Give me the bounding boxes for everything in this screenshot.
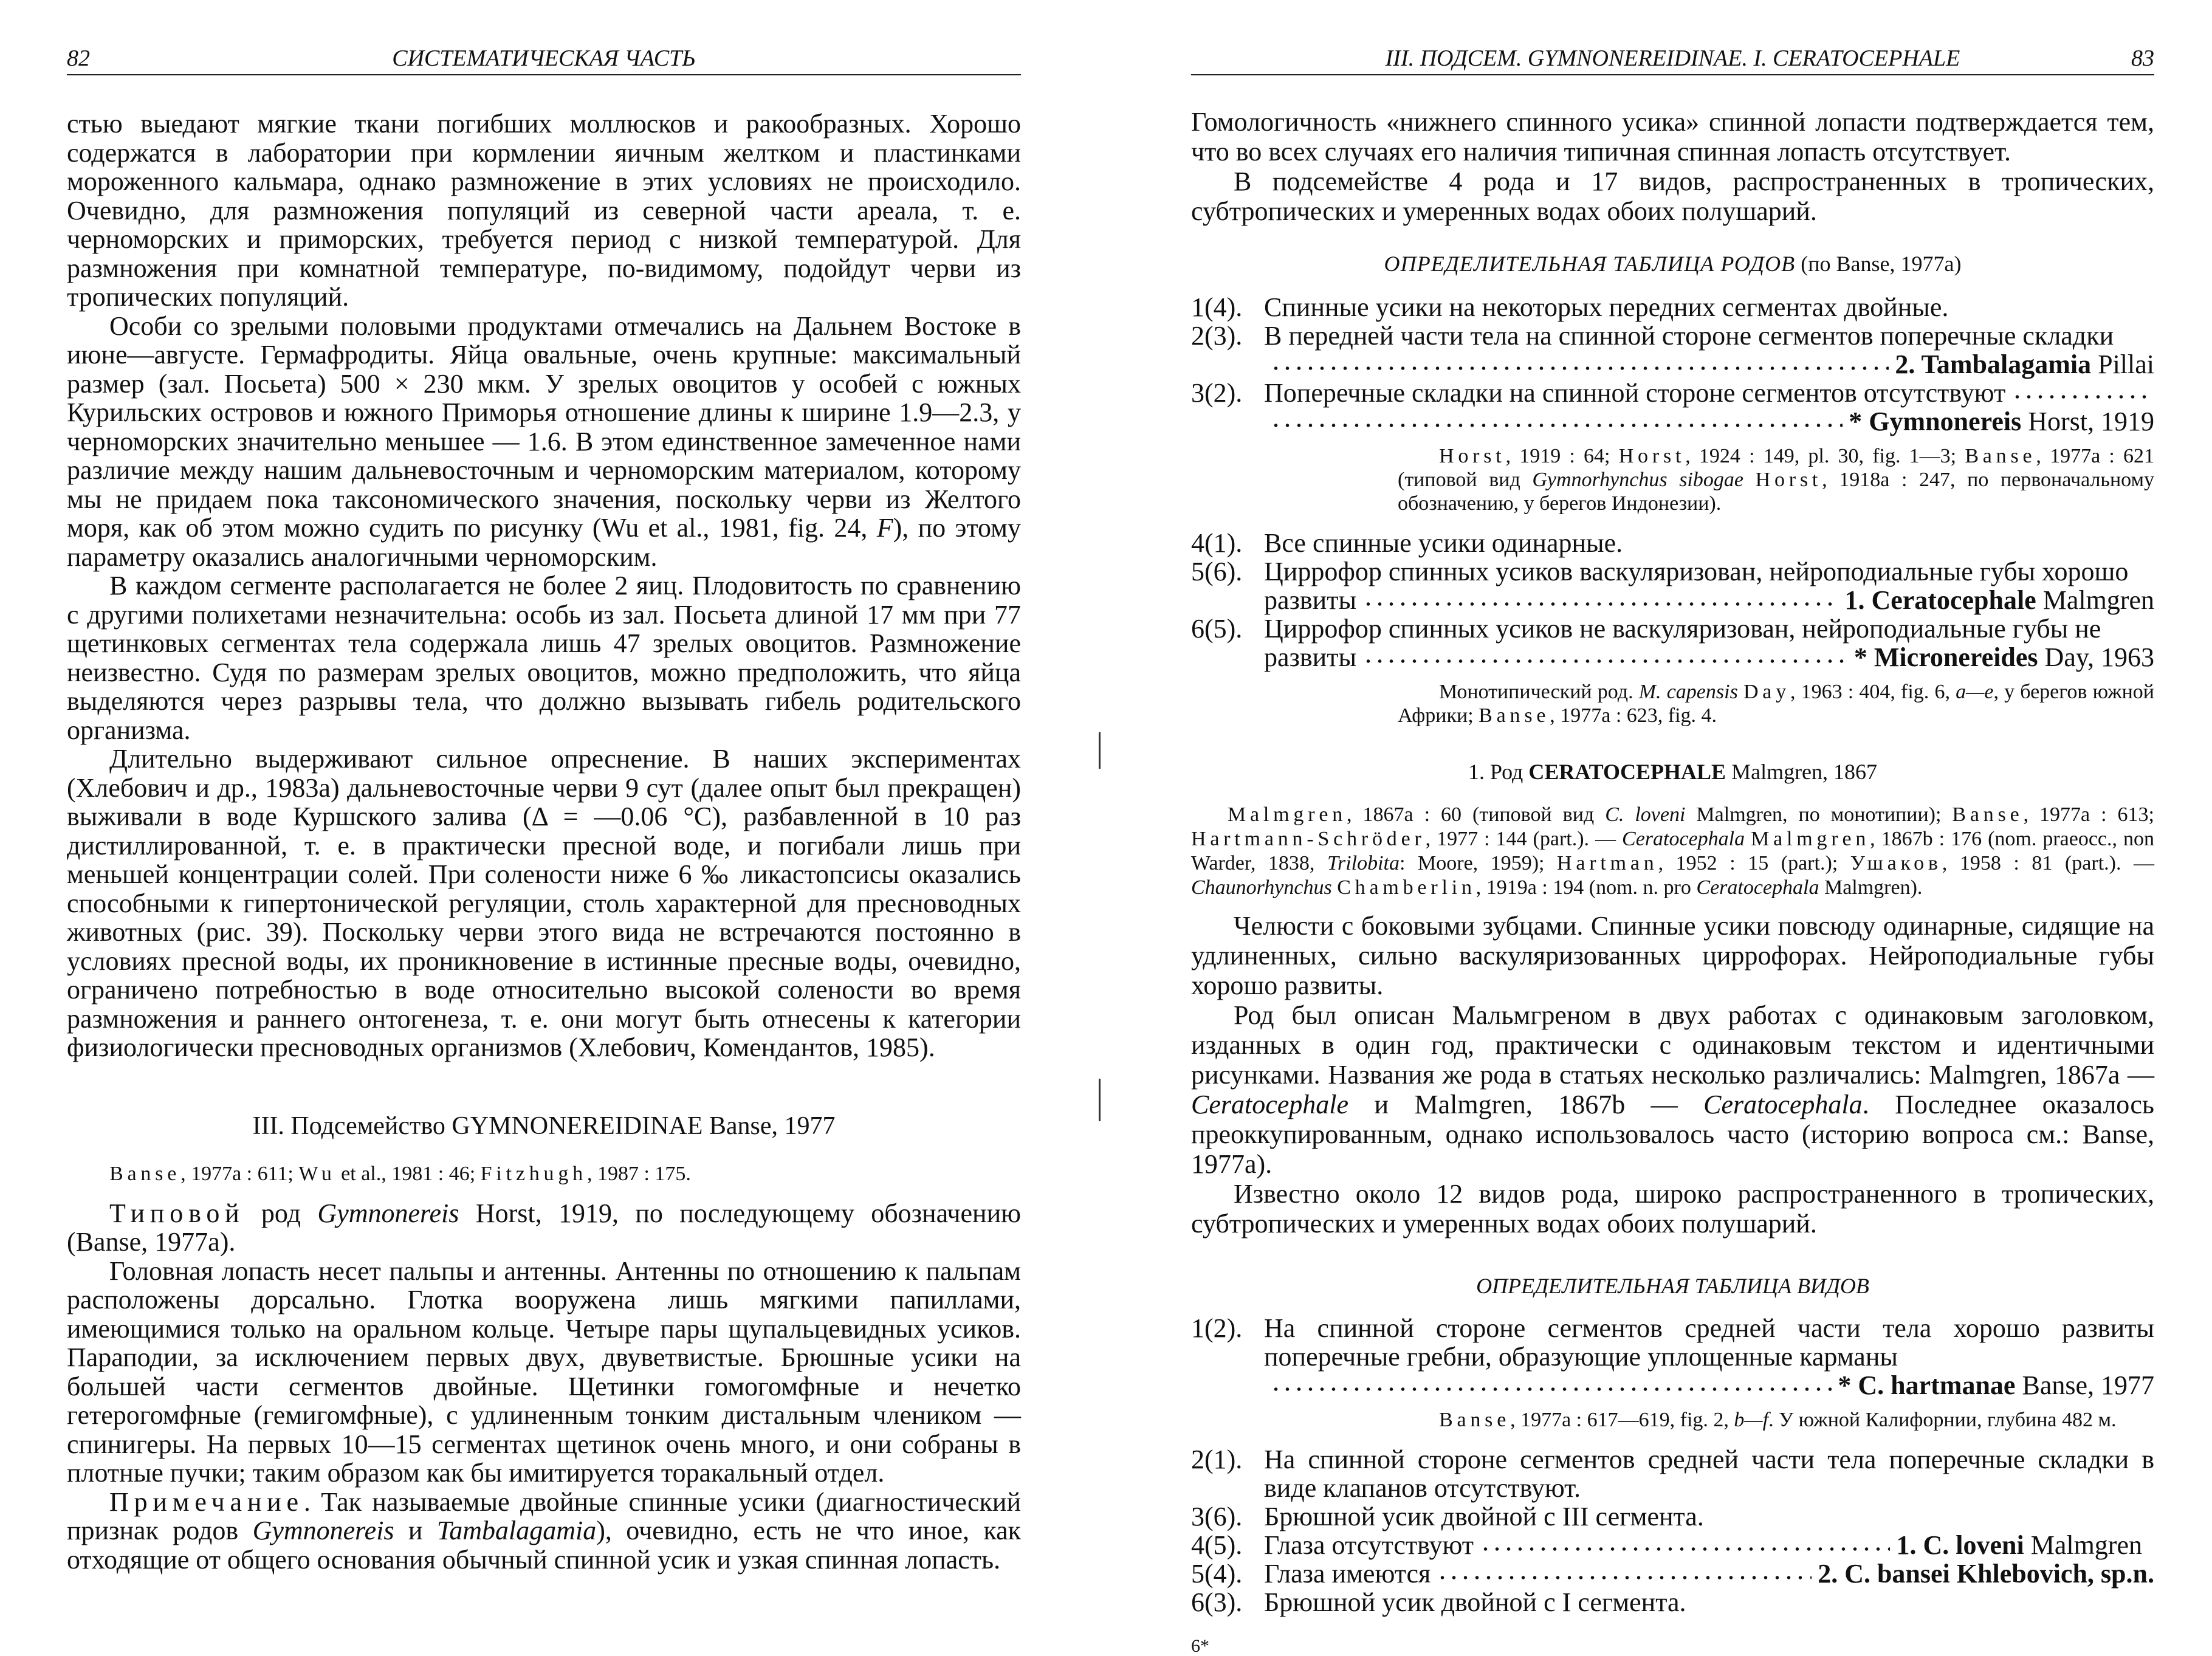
text-segment: , 1977 : 144 (part.). — (1425, 828, 1623, 850)
right-running-header (1191, 43, 2154, 75)
spaced-author-name: Chamberlin (1337, 876, 1476, 899)
key-item (1191, 1502, 2154, 1531)
text-segment: ), очевидно, есть не что иное, как отходящие от общего основания обычный спинной усик и узкая спинная лопасть. (67, 1516, 1022, 1575)
spaced-author-name: Horst (1439, 445, 1506, 467)
spaced-author-name: Ушаков (1850, 852, 1942, 874)
key-number: 6(5). (1191, 614, 1243, 644)
spaced-author-name: Banse (1479, 704, 1550, 727)
key-number: 5(6). (1191, 557, 1243, 586)
key-item (1191, 557, 2154, 586)
text-segment: ), по этому параметру оказались аналогичными черноморским. (67, 513, 1022, 572)
text-segment: Malmgren, 1867 (1726, 760, 1878, 784)
spaced-author-name: Horst (1618, 445, 1686, 467)
paragraph (67, 571, 1021, 744)
text-segment: Длительно выдерживают сильное опреснение. В наших экспериментах (Хлебович и др., 1983a) дальневосточные черви 9 сут (далее опыт был прекращен) выживали в воде Куршского залива (Δ = —0.06 °C), разбавленной в 10 раз дистиллированной, т. е. в практически пресной воде, и погибали лишь при меньшей концентрации солей. При солености ниже 6 ‰ ликастопсисы оказались способными к гипертонической регуляции, столь характерной для пресноводных животных (рис. 39). Поскольку черви этого вида не встречаются постоянно в условиях пресной воды, их проникновение в истинные пресные воды, очевидно, ограничено потребностью в воде относительно высокой солености во время размножения и раннего онтогенеза, т. е. они могут быть отнесены к категории физиологически пресноводных организмов (Хлебович, Комендантов, 1985). (67, 744, 1021, 1062)
key-text: В передней части тела на спинной стороне сегментов поперечные складки (1264, 321, 2114, 351)
key-text: Поперечные складки на спинной стороне сегментов отсутствуют (1264, 378, 2006, 408)
dot-leader (1480, 1545, 1890, 1553)
gutter-mark (1099, 732, 1101, 769)
page-number: 83 (2131, 46, 2154, 71)
running-head-title: III. ПОДСЕМ. GYMNONEREIDINAE. I. CERATOCEPHALE (1385, 46, 1960, 71)
text-segment: Известно около 12 видов рода, широко распространенного в тропических, субтропических и умеренных водах обоих полушарий. (1191, 1179, 2154, 1239)
key-text: Глаза имеются (1264, 1559, 1431, 1589)
key-result: * Gymnonereis (1849, 407, 2022, 436)
italic-text: C. loveni (1605, 803, 1686, 826)
key-leader-row (1264, 643, 2154, 672)
key-text: Циррофор спинных усиков не васкуляризован, нейроподиальные губы не (1264, 614, 2101, 644)
key-number: 3(2). (1191, 378, 1243, 408)
key-item (1191, 293, 2154, 321)
italic-text: b—f (1734, 1409, 1769, 1431)
key-text: На спинной стороне сегментов средней части тела хорошо развиты поперечные гребни, образующие уплощенные карманы (1264, 1313, 2154, 1372)
gutter-mark (1099, 1079, 1101, 1121)
paragraph (67, 1257, 1021, 1488)
italic-text: Trilobita (1327, 852, 1400, 874)
spaced-author-name: Banse (1439, 1409, 1511, 1431)
key-text: Все спинные усики одинарные. (1264, 528, 1623, 558)
key-author: Malmgren (2030, 1530, 2142, 1560)
left-running-header (67, 43, 1021, 75)
paragraph (67, 109, 1021, 312)
text-segment: Гомологичность «нижнего спинного усика» спинной лопасти подтверждается тем, что во всех случаях его наличия типичная спинная лопасть отсутствует. (1191, 107, 2154, 167)
spaced-author-name: Banse (1965, 445, 2036, 467)
text-segment (1743, 469, 1756, 491)
genus-key-source: (по Banse, 1977a) (1801, 252, 1962, 276)
key-leader-row (1264, 586, 2154, 614)
italic-text: F (876, 513, 893, 543)
key-number: 6(3). (1191, 1587, 1243, 1617)
left-column (67, 109, 1021, 1574)
key-note (1398, 680, 2154, 727)
spaced-author-name: Fitzhugh (480, 1162, 587, 1185)
spaced-author-name: Malmgren (1751, 828, 1870, 850)
dot-leader (1362, 600, 1838, 608)
key-item (1191, 1588, 2154, 1616)
key-leader-row (1264, 407, 2154, 436)
key-note (1398, 444, 2154, 515)
paragraph (67, 1488, 1021, 1575)
text-segment: , 1918a : 247, по первоначальному обозначению, у берегов Индонезии). (1398, 469, 2155, 515)
italic-text: M. capensis (1638, 681, 1738, 703)
dot-leader (1270, 1385, 1832, 1393)
key-item (1191, 1531, 2142, 1559)
text-segment: стью выедают мягкие ткани погибших моллюсков и ракообразных. Хорошо содержатся в лаборатории при кормлении яичным желтком и пластинками мороженного кальмара, однако размножение в этих условиях не происходило. Очевидно, для размножения популяций из северной части ареала, т. е. черноморских и приморских, требуется период с низкой температурой. Для размножения при комнатной температуре, по-видимому, подойдут черви из тропических популяций. (67, 109, 1021, 312)
italic-text: Ceratocephala (1622, 828, 1745, 850)
key-result: * C. hartmanae (1838, 1370, 2016, 1400)
text-segment: 1. Род (1468, 760, 1529, 784)
key-leader-row (1264, 350, 2154, 379)
key-result: * Micronereides (1853, 642, 2038, 672)
spaced-author-name: Horst (1755, 469, 1822, 491)
key-item (1191, 379, 2154, 407)
text-segment: , у берегов южной Африки; (1398, 681, 2155, 727)
key-number: 4(1). (1191, 528, 1243, 558)
key-number: 2(1). (1191, 1445, 1243, 1474)
spaced-author-name: Malmgren (1228, 803, 1347, 826)
paragraph (67, 1199, 1021, 1257)
text-segment: . Так называемые двойные спинные усики (диагностический признак родов (67, 1486, 1021, 1545)
text-segment: , 1987 : 175. (586, 1162, 691, 1185)
text-segment: , 1867b : 176 (nom. praeocc., non Warder, 1838, (1191, 828, 2155, 874)
key-result: 1. C. loveni (1896, 1530, 2024, 1560)
left-body-text-2 (67, 1199, 1021, 1575)
text-segment: Челюсти с боковыми зубцами. Спинные усики повсюду одинарные, сидящие на удлиненных, сильно васкуляризованных циррофорах. Нейроподиальные губы хорошо развиты. (1191, 911, 2154, 1000)
key-author: Pillai (2098, 349, 2154, 379)
text-segment (1332, 876, 1338, 899)
key-author: Banse, 1977 (2022, 1370, 2154, 1400)
key-result: 2. C. bansei (1818, 1559, 1950, 1589)
key-text: Брюшной усик двойной с I сегмента. (1264, 1587, 1686, 1617)
paragraph (1191, 1000, 2154, 1179)
text-segment (1745, 828, 1751, 850)
key-lead-label: развиты (1264, 642, 1357, 672)
key-text: На спинной стороне сегментов средней части тела поперечные складки в виде клапанов отсутствуют. (1264, 1445, 2154, 1503)
dot-leader (2011, 393, 2148, 401)
paragraph (1191, 911, 2154, 1000)
running-head-title: СИСТЕМАТИЧЕСКАЯ ЧАСТЬ (392, 46, 696, 71)
key-number: 5(4). (1191, 1559, 1243, 1589)
right-body-text-2 (1191, 911, 2154, 1239)
page-number: 82 (67, 46, 90, 71)
key-item (1191, 1559, 2154, 1588)
text-segment: Особи со зрелыми половыми продуктами отмечались на Дальнем Востоке в июне—августе. Гермафродиты. Яйца овальные, очень крупные: максимальный размер (зал. Посьета) 500 × 230 мкм. У зрелых овоцитов у особей с южных Курильских островов и южного Приморья отношение длины к ширине 1.9—2.3, у черноморских значительно меньшее — 1.6. В этом единственное замеченное нами различие между нашим дальневосточным и черноморским материалом, которому мы не придаем пока таксономического значения, поскольку черви из Желтого моря, как об этом можно судить по рисунку (Wu et al., 1981, fig. 24, (67, 311, 1021, 543)
text-segment: , 1867a : 60 (типовой вид (1347, 803, 1606, 826)
text-segment: Монотипический род. (1439, 681, 1639, 703)
left-body-text (67, 109, 1021, 1062)
key-text: Спинные усики на некоторых передних сегментах двойные. (1264, 292, 1949, 322)
text-segment: В каждом сегменте располагается не более 2 яиц. Плодовитость по сравнению с другими полихетами незначительна: особь из зал. Посьета длиной 17 мм при 77 щетинковых сегментах тела содержала лишь 47 зрелых овоцитов. Размножение неизвестно. Судя по размерам зрелых овоцитов, можно предположить, что яйца выделяются через разрывы тела, что должно вызывать гибель родительского организма. (67, 571, 1021, 745)
paragraph (67, 312, 1021, 572)
italic-text: Ceratocephala (1703, 1090, 1863, 1119)
key-item (1191, 529, 2154, 557)
text-segment: , 1919a : 194 (nom. n. pro (1475, 876, 1697, 899)
key-note (1398, 1408, 2154, 1432)
text-segment: , 1952 : 15 (part.); (1658, 852, 1850, 874)
dot-leader (1270, 421, 1843, 430)
italic-text: a—e (1956, 681, 1994, 703)
text-segment: В подсемействе 4 рода и 17 видов, распространенных в тропических, субтропических и умеренных водах обоих полушарий. (1191, 167, 2154, 226)
key-lead-label: развиты (1264, 585, 1357, 615)
key-item (1191, 321, 2154, 350)
subfamily-references (109, 1162, 1021, 1186)
spaced-author-name: Wu (298, 1162, 336, 1185)
dot-leader (1362, 657, 1848, 665)
text-segment: . У южной Калифорнии, глубина 482 м. (1768, 1409, 2117, 1431)
text-segment: Род был описан Мальмгреном в двух работах с одинаковым заголовком, изданных в один год, практически с одинаковым текстом и идентичными рисунками. Названия же рода в статьях несколько различались: Malmgren, 1867a — (1191, 1000, 2154, 1090)
key-number: 1(4). (1191, 292, 1243, 322)
italic-text: Chaunorhynchus (1191, 876, 1332, 899)
key-text: Глаза отсутствуют (1264, 1530, 1474, 1560)
text-segment: , 1919 : 64; (1505, 445, 1619, 467)
genus-key-title: ОПРЕДЕЛИТЕЛЬНАЯ ТАБЛИЦА РОДОВ (1384, 252, 1796, 276)
genus-heading (1191, 759, 2154, 785)
paragraph (1191, 107, 2154, 167)
italic-text: Gymnonereis (252, 1516, 394, 1545)
text-segment: , 1977a : 611; (180, 1162, 299, 1185)
key-number: 1(2). (1191, 1313, 1243, 1343)
paragraph (1191, 1179, 2154, 1239)
text-segment: , 1977a : 617—619, fig. 2, (1510, 1409, 1734, 1431)
text-segment: , 1977a : 613; (2023, 803, 2154, 826)
subfamily-heading: III. Подсемейство GYMNONEREIDINAE Banse, 1977 (252, 1111, 836, 1140)
text-segment: , 1924 : 149, pl. 30, fig. 1—3; (1685, 445, 1965, 467)
key-item (1191, 1445, 2154, 1502)
italic-text: Tambalagamia (436, 1516, 597, 1545)
bold-text: CERATOCEPHALE (1528, 760, 1726, 784)
key-author: Khlebovich, sp.n. (1956, 1559, 2154, 1589)
key-author: Malmgren (2042, 585, 2154, 615)
text-segment: Horst, 1919, по последующему обозначению (Banse, 1977a). (67, 1198, 1021, 1257)
text-segment: , 1963 : 404, fig. 6, (1790, 681, 1956, 703)
text-segment: и (394, 1516, 437, 1545)
text-segment: , 1977a : 623, fig. 4. (1550, 704, 1717, 727)
genus-key (1191, 293, 2154, 727)
text-segment: род (244, 1198, 318, 1228)
key-number: 3(6). (1191, 1502, 1243, 1531)
key-text: Брюшной усик двойной с III сегмента. (1264, 1502, 1704, 1531)
key-number: 4(5). (1191, 1530, 1243, 1560)
species-key (1191, 1314, 2154, 1616)
italic-text: Ceratocephale (1191, 1090, 1349, 1119)
text-segment: Malmgren). (1819, 876, 1923, 899)
italic-text: Gymnonereis (317, 1198, 459, 1228)
text-segment: . Последнее оказалось преоккупированным, однако использовалось часто (историю вопроса см.: Banse, 1977a). (1191, 1090, 2154, 1179)
spaced-author-name: Banse (1952, 803, 2024, 826)
text-segment: : Moore, 1959); (1400, 852, 1558, 874)
right-column (1191, 107, 2154, 1655)
text-segment: , 1977a : 621 (типовой вид (1398, 445, 2154, 491)
key-result: 1. Ceratocephale (1844, 585, 2036, 615)
paragraph (67, 744, 1021, 1062)
key-leader-row (1264, 1371, 2154, 1400)
genus-synonymy (1191, 803, 2154, 900)
key-author: Day, 1963 (2044, 642, 2154, 672)
key-result: 2. Tambalagamia (1895, 349, 2092, 379)
spaced-author-name: Day (1743, 681, 1790, 703)
key-author: Horst, 1919 (2028, 407, 2154, 436)
dot-leader (1270, 364, 1889, 373)
paragraph (1191, 167, 2154, 226)
text-segment: et al., 1981 : 46; (335, 1162, 481, 1185)
key-item (1191, 614, 2154, 643)
right-body-text (1191, 107, 2154, 226)
text-segment: Malmgren, по монотипии); (1685, 803, 1953, 826)
key-text: Циррофор спинных усиков васкуляризован, нейроподиальные губы хорошо (1264, 557, 2129, 586)
dot-leader (1437, 1573, 1812, 1582)
genus-key-heading (1191, 250, 2154, 277)
spaced-author-name: Примечание (109, 1486, 304, 1517)
italic-text: Ceratocephala (1696, 876, 1819, 899)
key-item (1191, 1314, 2154, 1371)
spaced-author-name: Типовой (109, 1198, 245, 1228)
spaced-author-name: Hartmann-Schröder (1191, 828, 1426, 850)
text-segment: и Malmgren, 1867b — (1348, 1090, 1704, 1119)
text-segment: Головная лопасть несет пальпы и антенны. Антенны по отношению к пальпам расположены дорсально. Глотка вооружена лишь мягкими папиллами, имеющимися только на оральном кольце. Четыре пары щупальцевидных усиков. Параподии, за исключением первых двух, двуветвистые. Брюшные усики на большей части сегментов двойные. Щетинки гомогомфные и нечетко гетерогомфные (гемигомфные), с удлиненным тонким дистальным члеником — спинигеры. На первых 10—15 сегментах щетинок очень много, и они собраны в плотные пучки; таким образом как бы имитируется торакальный отдел. (67, 1256, 1021, 1488)
signature-mark: 6* (1191, 1636, 1209, 1656)
text-segment (1738, 681, 1743, 703)
italic-text: Gymnorhynchus sibogae (1532, 469, 1743, 491)
spaced-author-name: Hartman (1557, 852, 1658, 874)
text-segment: , 1958 : 81 (part.). — (1942, 852, 2155, 874)
spaced-author-name: Banse (109, 1162, 181, 1185)
key-number: 2(3). (1191, 321, 1243, 351)
species-key-heading: ОПРЕДЕЛИТЕЛЬНАЯ ТАБЛИЦА ВИДОВ (1476, 1274, 1869, 1298)
